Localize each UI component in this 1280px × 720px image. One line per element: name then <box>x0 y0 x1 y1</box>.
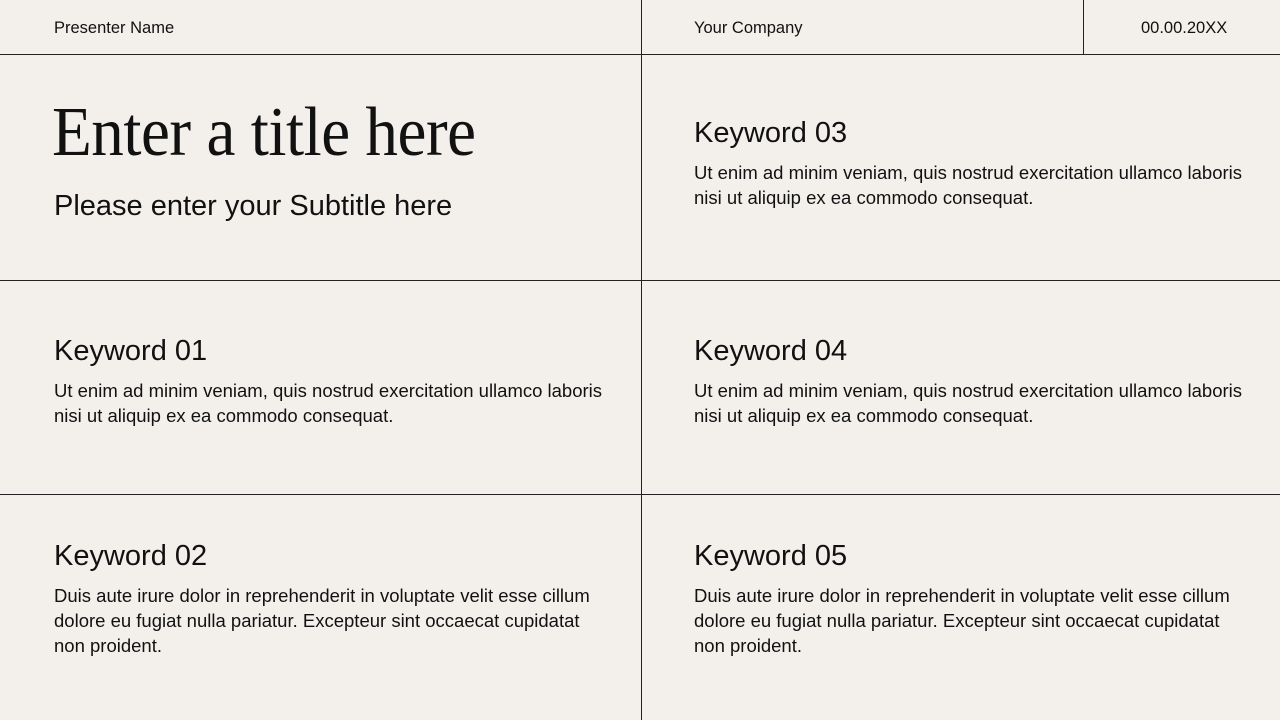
divider-row-1 <box>0 280 1280 281</box>
divider-row-2 <box>0 494 1280 495</box>
slide-subtitle: Please enter your Subtitle here <box>54 190 453 222</box>
keyword-heading: Keyword 04 <box>694 335 848 367</box>
presenter-name: Presenter Name <box>54 19 175 37</box>
keyword-text: Duis aute irure dolor in reprehenderit in voluptate velit esse cillum dolore eu fugiat nulla pariatur. Excepteur sint occaecat cupidatat non proident. <box>694 585 1230 656</box>
keyword-heading: Keyword 02 <box>54 540 208 572</box>
keyword-text: Duis aute irure dolor in reprehenderit in voluptate velit esse cillum dolore eu fugiat nulla pariatur. Excepteur sint occaecat cupidatat non proident. <box>54 585 590 656</box>
keyword-heading: Keyword 01 <box>54 335 208 367</box>
date: 00.00.20XX <box>1141 19 1228 37</box>
slide-title: Enter a title here <box>52 94 476 171</box>
keyword-block-01 <box>54 337 614 428</box>
keyword-text: Ut enim ad minim veniam, quis nostrud exercitation ullamco laboris nisi ut aliquip ex ea commodo consequat. <box>694 162 1243 208</box>
keyword-heading: Keyword 03 <box>694 117 848 149</box>
keyword-heading: Keyword 05 <box>694 540 848 572</box>
keyword-text: Ut enim ad minim veniam, quis nostrud exercitation ullamco laboris nisi ut aliquip ex ea commodo consequat. <box>694 380 1243 426</box>
keyword-block-02 <box>54 542 614 658</box>
keyword-text: Ut enim ad minim veniam, quis nostrud exercitation ullamco laboris nisi ut aliquip ex ea commodo consequat. <box>54 380 603 426</box>
keyword-block-03 <box>694 119 1254 210</box>
company-name: Your Company <box>694 19 803 37</box>
divider-date <box>1083 0 1084 54</box>
keyword-block-04 <box>694 337 1254 428</box>
divider-center <box>641 0 642 720</box>
keyword-block-05 <box>694 542 1254 658</box>
divider-header <box>0 54 1280 55</box>
